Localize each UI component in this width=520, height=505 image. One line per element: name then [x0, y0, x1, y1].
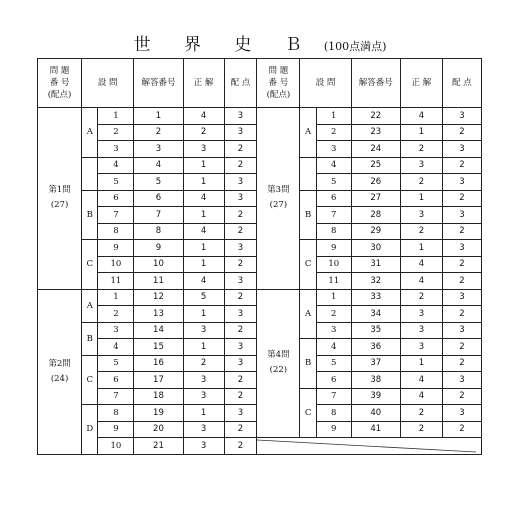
header-points-right: 配 点: [442, 59, 481, 108]
correct-answer: 3: [183, 388, 224, 405]
question-group: C: [300, 388, 316, 438]
points: 3: [442, 174, 481, 191]
points: 3: [224, 273, 257, 290]
problem-label: 第2問 (24): [38, 289, 82, 454]
points: 3: [224, 339, 257, 356]
question-number: 2: [98, 306, 134, 323]
points: 2: [224, 289, 257, 306]
question-number: 8: [98, 405, 134, 422]
correct-answer: 1: [183, 405, 224, 422]
question-number: 11: [316, 273, 351, 290]
correct-answer: 4: [400, 273, 442, 290]
answer-number: 30: [351, 240, 400, 257]
correct-answer: 2: [400, 405, 442, 422]
points: 2: [442, 190, 481, 207]
answer-number: 31: [351, 256, 400, 273]
question-number: 6: [98, 372, 134, 389]
points: 2: [442, 256, 481, 273]
points: 2: [224, 141, 257, 158]
correct-answer: 4: [400, 388, 442, 405]
header-answer-number-right: 解答番号: [351, 59, 400, 108]
question-number: 9: [316, 421, 351, 438]
points: 2: [442, 124, 481, 141]
correct-answer: 3: [183, 322, 224, 339]
answer-number: 5: [134, 174, 183, 191]
points: 3: [224, 190, 257, 207]
correct-answer: 1: [183, 157, 224, 174]
correct-answer: 5: [183, 289, 224, 306]
answer-number: 2: [134, 124, 183, 141]
correct-answer: 4: [183, 273, 224, 290]
header-row: [38, 59, 482, 108]
problem-label: 第3問 (27): [257, 108, 300, 290]
points: 3: [224, 174, 257, 191]
correct-answer: 3: [183, 438, 224, 455]
answer-number: 39: [351, 388, 400, 405]
points: 2: [442, 273, 481, 290]
correct-answer: 4: [400, 256, 442, 273]
points: 3: [442, 289, 481, 306]
question-group: [82, 157, 98, 190]
points: 2: [442, 306, 481, 323]
answer-number: 15: [134, 339, 183, 356]
question-number: 3: [98, 322, 134, 339]
table-row: [38, 289, 482, 306]
question-group: [300, 157, 316, 190]
answer-number: 4: [134, 157, 183, 174]
points: 2: [442, 388, 481, 405]
points: 3: [224, 124, 257, 141]
points: 2: [224, 421, 257, 438]
correct-answer: 3: [400, 339, 442, 356]
correct-answer: 3: [400, 157, 442, 174]
points: 3: [224, 240, 257, 257]
answer-table: [37, 58, 482, 455]
answer-number: 27: [351, 190, 400, 207]
header-correct: 正 解: [183, 59, 224, 108]
points: 3: [442, 372, 481, 389]
answer-number: 40: [351, 405, 400, 422]
answer-number: 19: [134, 405, 183, 422]
problem-label: 第4問 (22): [257, 289, 300, 438]
correct-answer: 4: [400, 372, 442, 389]
title-sub: (100点満点): [323, 40, 387, 53]
question-number: 5: [98, 174, 134, 191]
question-number: 6: [316, 372, 351, 389]
question-number: 1: [98, 108, 134, 125]
points: 2: [224, 322, 257, 339]
question-group: A: [82, 108, 98, 158]
question-number: 4: [316, 339, 351, 356]
question-number: 3: [98, 141, 134, 158]
correct-answer: 1: [183, 339, 224, 356]
points: 3: [442, 141, 481, 158]
correct-answer: 2: [400, 141, 442, 158]
correct-answer: 3: [183, 421, 224, 438]
question-number: 10: [316, 256, 351, 273]
answer-number: 34: [351, 306, 400, 323]
points: 3: [442, 240, 481, 257]
correct-answer: 4: [183, 223, 224, 240]
question-number: 10: [98, 438, 134, 455]
answer-number: 10: [134, 256, 183, 273]
correct-answer: 1: [183, 240, 224, 257]
question-group: A: [300, 108, 316, 158]
question-group: B: [82, 322, 98, 355]
points: 2: [224, 223, 257, 240]
header-problem-right: 問 題 番 号 (配点): [257, 59, 300, 108]
answer-number: 6: [134, 190, 183, 207]
question-number: 7: [316, 388, 351, 405]
correct-answer: 4: [183, 190, 224, 207]
points: 2: [224, 157, 257, 174]
answer-number: 33: [351, 289, 400, 306]
answer-number: 7: [134, 207, 183, 224]
correct-answer: 2: [400, 421, 442, 438]
header-points: 配 点: [224, 59, 257, 108]
answer-number: 9: [134, 240, 183, 257]
question-number: 10: [98, 256, 134, 273]
question-number: 9: [98, 240, 134, 257]
correct-answer: 1: [183, 256, 224, 273]
question-number: 5: [98, 355, 134, 372]
points: 3: [442, 322, 481, 339]
correct-answer: 2: [400, 223, 442, 240]
answer-number: 32: [351, 273, 400, 290]
points: 3: [442, 108, 481, 125]
question-number: 4: [316, 157, 351, 174]
points: 2: [442, 339, 481, 356]
header-question-right: 設 問: [300, 59, 351, 108]
question-number: 8: [98, 223, 134, 240]
answer-number: 1: [134, 108, 183, 125]
correct-answer: 4: [183, 108, 224, 125]
answer-number: 22: [351, 108, 400, 125]
points: 3: [224, 405, 257, 422]
answer-number: 8: [134, 223, 183, 240]
question-group: B: [300, 339, 316, 389]
answer-number: 21: [134, 438, 183, 455]
question-group: D: [82, 405, 98, 455]
question-number: 7: [316, 207, 351, 224]
question-number: 7: [98, 388, 134, 405]
slash-line: [257, 438, 476, 458]
page-title: [0, 30, 520, 55]
table-row: [38, 108, 482, 125]
points: 3: [224, 108, 257, 125]
question-number: 6: [316, 190, 351, 207]
answer-number: 35: [351, 322, 400, 339]
question-number: 4: [98, 339, 134, 356]
answer-number: 14: [134, 322, 183, 339]
question-group: C: [300, 240, 316, 290]
answer-table-body: [38, 108, 482, 455]
question-number: 7: [98, 207, 134, 224]
answer-number: 24: [351, 141, 400, 158]
correct-answer: 3: [400, 207, 442, 224]
question-number: 3: [316, 322, 351, 339]
answer-number: 36: [351, 339, 400, 356]
answer-number: 18: [134, 388, 183, 405]
question-group: B: [300, 190, 316, 240]
correct-answer: 2: [400, 174, 442, 191]
question-group: C: [82, 355, 98, 405]
question-number: 2: [316, 124, 351, 141]
empty-area: [257, 438, 482, 455]
answer-number: 38: [351, 372, 400, 389]
correct-answer: 1: [183, 306, 224, 323]
correct-answer: 1: [183, 207, 224, 224]
question-number: 11: [98, 273, 134, 290]
question-number: 1: [316, 108, 351, 125]
question-number: 1: [316, 289, 351, 306]
question-number: 8: [316, 405, 351, 422]
correct-answer: 1: [400, 355, 442, 372]
answer-number: 11: [134, 273, 183, 290]
question-number: 6: [98, 190, 134, 207]
points: 2: [442, 355, 481, 372]
correct-answer: 3: [400, 322, 442, 339]
answer-number: 28: [351, 207, 400, 224]
points: 3: [442, 405, 481, 422]
answer-number: 3: [134, 141, 183, 158]
question-number: 8: [316, 223, 351, 240]
correct-answer: 1: [400, 190, 442, 207]
points: 2: [442, 223, 481, 240]
problem-label: 第1問 (27): [38, 108, 82, 290]
question-group: A: [82, 289, 98, 322]
points: 3: [224, 306, 257, 323]
answer-number: 26: [351, 174, 400, 191]
question-number: 2: [98, 124, 134, 141]
correct-answer: 1: [183, 174, 224, 191]
question-number: 4: [98, 157, 134, 174]
correct-answer: 3: [183, 141, 224, 158]
answer-number: 41: [351, 421, 400, 438]
correct-answer: 2: [400, 289, 442, 306]
points: 3: [442, 207, 481, 224]
correct-answer: 3: [183, 372, 224, 389]
correct-answer: 2: [183, 124, 224, 141]
points: 2: [224, 256, 257, 273]
table-row: [38, 438, 482, 455]
answer-number: 17: [134, 372, 183, 389]
question-group: B: [82, 190, 98, 240]
points: 3: [224, 355, 257, 372]
answer-number: 25: [351, 157, 400, 174]
answer-number: 12: [134, 289, 183, 306]
question-group: C: [82, 240, 98, 290]
points: 2: [442, 421, 481, 438]
question-number: 9: [316, 240, 351, 257]
answer-number: 20: [134, 421, 183, 438]
question-number: 2: [316, 306, 351, 323]
answer-number: 13: [134, 306, 183, 323]
header-answer-number: 解答番号: [134, 59, 183, 108]
points: 2: [224, 388, 257, 405]
points: 2: [224, 207, 257, 224]
answer-number: 16: [134, 355, 183, 372]
question-number: 1: [98, 289, 134, 306]
points: 2: [442, 157, 481, 174]
header-question: 設 問: [82, 59, 134, 108]
question-group: A: [300, 289, 316, 339]
header-correct-right: 正 解: [400, 59, 442, 108]
question-number: 9: [98, 421, 134, 438]
answer-number: 23: [351, 124, 400, 141]
correct-answer: 2: [183, 355, 224, 372]
question-number: 5: [316, 355, 351, 372]
points: 2: [224, 438, 257, 455]
answer-number: 29: [351, 223, 400, 240]
correct-answer: 1: [400, 124, 442, 141]
correct-answer: 4: [400, 108, 442, 125]
points: 2: [224, 372, 257, 389]
header-problem: 問 題 番 号 (配点): [38, 59, 82, 108]
correct-answer: 1: [400, 240, 442, 257]
answer-number: 37: [351, 355, 400, 372]
title-main: 世 界 史 Ｂ: [133, 35, 316, 55]
question-number: 5: [316, 174, 351, 191]
question-number: 3: [316, 141, 351, 158]
correct-answer: 3: [400, 306, 442, 323]
